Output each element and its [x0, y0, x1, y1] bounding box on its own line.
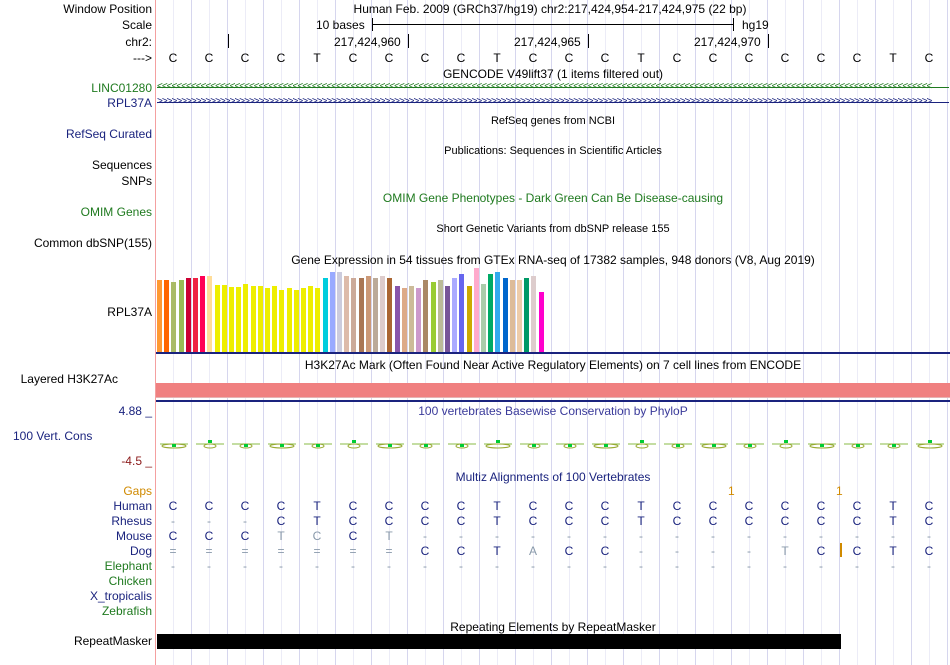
- aligned-base: -: [603, 559, 607, 573]
- gtex-tissue-bar[interactable]: [337, 272, 342, 352]
- phylop-score-bar: [604, 444, 608, 447]
- aligned-base: C: [672, 514, 682, 528]
- reference-base: C: [240, 51, 250, 65]
- gtex-tissue-bar[interactable]: [409, 286, 414, 352]
- aligned-base: C: [528, 499, 538, 513]
- gtex-tissue-bar[interactable]: [517, 280, 522, 352]
- gtex-tissue-bar[interactable]: [186, 278, 191, 352]
- conservation-plot[interactable]: [156, 430, 950, 460]
- publications-track-title: Publications: Sequences in Scientific Articles: [444, 145, 662, 157]
- gtex-tissue-bar[interactable]: [344, 276, 349, 352]
- phylop-score-mark: [348, 444, 360, 448]
- reference-base: C: [852, 51, 862, 65]
- aligned-base: T: [889, 544, 897, 558]
- gtex-gene-label[interactable]: RPL37A: [107, 305, 152, 319]
- aligned-base: C: [348, 514, 358, 528]
- aligned-base: -: [423, 529, 427, 543]
- conservation-y-max: 4.88 _: [118, 404, 152, 418]
- gtex-tissue-bar[interactable]: [380, 276, 385, 352]
- aligned-base: C: [276, 499, 286, 513]
- species-label[interactable]: Dog: [129, 544, 152, 558]
- phylop-score-bar: [244, 444, 248, 447]
- omim-track-title: OMIM Gene Phenotypes - Dark Green Can Be Disease-causing: [382, 191, 724, 205]
- aligned-base: =: [169, 544, 177, 558]
- aligned-base: -: [855, 559, 859, 573]
- reference-base: T: [637, 51, 645, 65]
- aligned-base: C: [384, 499, 394, 513]
- aligned-base: -: [243, 559, 247, 573]
- gtex-tissue-bar[interactable]: [287, 288, 292, 352]
- gap-mark-1: 1: [836, 484, 843, 498]
- position-tick-1: [408, 34, 409, 48]
- reference-base: C: [708, 51, 718, 65]
- gtex-tissue-bar[interactable]: [207, 276, 212, 352]
- gene-strand-arrows-minus: <<<<<<<<<<<<<<<<<<<<<<<<<<<<<<<<<<<<<<<<<<<<<<<<<<<<<<<<<<<<<<<<<<<<<<<<<<<<<<<<<<<<<<<<<<<<<<<<<<<<<<<<<<<<<<<<<<<<<<<<<<<<<<<<<<<<<<<<<<<<<<<<<<<<<<<<<<<<<<<<: [157, 81, 932, 92]
- aligned-base: -: [567, 529, 571, 543]
- phylop-score-bar: [352, 440, 356, 443]
- aligned-base: C: [456, 514, 466, 528]
- aligned-base: -: [711, 559, 715, 573]
- aligned-base: -: [927, 529, 931, 543]
- aligned-base: T: [313, 499, 321, 513]
- reference-base: C: [384, 51, 394, 65]
- aligned-base: -: [207, 514, 211, 528]
- gtex-tissue-bar[interactable]: [431, 282, 436, 352]
- aligned-base: C: [456, 544, 466, 558]
- gtex-tissue-bar[interactable]: [467, 286, 472, 352]
- gtex-tissue-bar[interactable]: [459, 274, 464, 352]
- phylop-score-bar: [892, 444, 896, 447]
- species-label[interactable]: Elephant: [104, 559, 152, 573]
- phylop-score-bar: [748, 444, 752, 447]
- aligned-base: -: [351, 559, 355, 573]
- aligned-base: -: [639, 529, 643, 543]
- scale-value: 10 bases: [316, 18, 365, 32]
- aligned-base: C: [456, 499, 466, 513]
- gtex-tissue-bar[interactable]: [294, 290, 299, 352]
- repeatmasker-track-label[interactable]: RepeatMasker: [73, 634, 152, 648]
- position-label-1: 217,424,965: [514, 35, 581, 49]
- aligned-base: -: [891, 529, 895, 543]
- aligned-base: C: [744, 514, 754, 528]
- aligned-base: -: [531, 529, 535, 543]
- aligned-base: C: [348, 529, 358, 543]
- aligned-base: -: [387, 559, 391, 573]
- reference-base: C: [672, 51, 682, 65]
- gtex-track-title: Gene Expression in 54 tissues from GTEx RNA-seq of 17382 samples, 948 donors (V8, Aug 2019): [291, 253, 815, 267]
- aligned-base: -: [747, 544, 751, 558]
- publications-track-label[interactable]: Sequences: [91, 158, 152, 172]
- reference-base: C: [564, 51, 574, 65]
- gtex-tissue-bar[interactable]: [323, 278, 328, 352]
- dbsnp-track-label[interactable]: Common dbSNP(155): [33, 236, 152, 250]
- omim-track-label[interactable]: OMIM Genes: [80, 205, 152, 219]
- scale-assembly: hg19: [742, 18, 769, 32]
- gtex-tissue-bar[interactable]: [495, 272, 500, 352]
- gtex-tissue-bar[interactable]: [351, 278, 356, 352]
- aligned-base: C: [564, 544, 574, 558]
- gtex-tissue-bar[interactable]: [373, 278, 378, 352]
- aligned-base: T: [493, 514, 501, 528]
- window-position-label: Window Position: [63, 2, 152, 16]
- aligned-base: C: [744, 499, 754, 513]
- gtex-tissue-bar[interactable]: [387, 278, 392, 352]
- reference-base: C: [744, 51, 754, 65]
- aligned-base: -: [783, 529, 787, 543]
- phylop-score-bar: [424, 444, 428, 447]
- phylop-score-mark: [918, 444, 942, 448]
- aligned-base: -: [495, 559, 499, 573]
- phylop-score-mark: [780, 444, 792, 448]
- aligned-base: C: [672, 499, 682, 513]
- reference-base: C: [168, 51, 178, 65]
- aligned-base: C: [924, 499, 934, 513]
- aligned-base: T: [493, 544, 501, 558]
- refseq-track-label[interactable]: RefSeq Curated: [65, 127, 152, 141]
- aligned-base: C: [816, 499, 826, 513]
- aligned-base: T: [493, 499, 501, 513]
- reference-base: C: [816, 51, 826, 65]
- multiz-track-title: Multiz Alignments of 100 Vertebrates: [455, 470, 651, 484]
- h3k27ac-signal-lower-band: [156, 397, 950, 398]
- gencode-track-title: GENCODE V49lift37 (1 items filtered out): [442, 67, 664, 81]
- species-label[interactable]: X_tropicalis: [89, 589, 152, 603]
- h3k27ac-baseline: [156, 400, 950, 402]
- aligned-base: -: [711, 529, 715, 543]
- phylop-score-bar: [172, 444, 176, 447]
- gtex-tissue-bar[interactable]: [359, 278, 364, 352]
- refseq-track-title: RefSeq genes from NCBI: [490, 115, 616, 127]
- aligned-base: C: [924, 514, 934, 528]
- aligned-base: -: [711, 544, 715, 558]
- gtex-tissue-bar[interactable]: [215, 285, 220, 352]
- gtex-tissue-bar[interactable]: [157, 280, 162, 352]
- aligned-base: -: [927, 559, 931, 573]
- aligned-base: -: [747, 559, 751, 573]
- aligned-base: C: [528, 514, 538, 528]
- position-tick-3: [768, 34, 769, 48]
- scale-bar-left-tick: [372, 18, 373, 31]
- aligned-base: C: [708, 514, 718, 528]
- gtex-tissue-bar[interactable]: [179, 280, 184, 352]
- aligned-base: =: [349, 544, 357, 558]
- aligned-base: C: [348, 499, 358, 513]
- gaps-label[interactable]: Gaps: [123, 484, 152, 498]
- phylop-score-bar: [640, 440, 644, 443]
- aligned-base: C: [240, 499, 250, 513]
- gtex-tissue-bar[interactable]: [445, 286, 450, 352]
- phylop-score-bar: [676, 444, 680, 447]
- window-position-value[interactable]: Human Feb. 2009 (GRCh37/hg19) chr2:217,424,954-217,424,975 (22 bp): [353, 2, 747, 16]
- gene-strand-arrows-plus: >>>>>>>>>>>>>>>>>>>>>>>>>>>>>>>>>>>>>>>>>>>>>>>>>>>>>>>>>>>>>>>>>>>>>>>>>>>>>>>>>>>>>>>>>>>>>>>>>>>>>>>>>>>>>>>>>>>>>>>>>>>>>>>>>>>>>>>>>>>>>>>>>>>>>>>>>>>>>>>>: [157, 96, 932, 107]
- species-label[interactable]: Mouse: [115, 529, 152, 543]
- aligned-base: T: [313, 514, 321, 528]
- track-left-border: [155, 0, 156, 665]
- reference-base: C: [420, 51, 430, 65]
- gtex-tissue-bar[interactable]: [193, 278, 198, 352]
- species-label[interactable]: Zebrafish: [101, 604, 152, 618]
- aligned-base: -: [459, 559, 463, 573]
- aligned-base: -: [531, 559, 535, 573]
- dog-insertion-mark: [840, 543, 842, 557]
- gap-mark-0: 1: [728, 484, 735, 498]
- phylop-score-bar: [316, 444, 320, 447]
- aligned-base: -: [459, 529, 463, 543]
- aligned-base: T: [889, 514, 897, 528]
- aligned-base: C: [708, 499, 718, 513]
- aligned-base: -: [639, 559, 643, 573]
- aligned-base: -: [675, 529, 679, 543]
- gtex-tissue-bar[interactable]: [402, 288, 407, 352]
- aligned-base: C: [168, 499, 178, 513]
- phylop-score-bar: [388, 444, 392, 447]
- position-label-0: 217,424,960: [334, 35, 401, 49]
- aligned-base: C: [240, 529, 250, 543]
- reference-base: C: [276, 51, 286, 65]
- aligned-base: C: [780, 514, 790, 528]
- aligned-base: -: [639, 544, 643, 558]
- position-tick-2: [588, 34, 589, 48]
- phylop-score-bar: [712, 444, 716, 447]
- aligned-base: T: [781, 544, 789, 558]
- aligned-base: C: [168, 529, 178, 543]
- aligned-base: T: [637, 514, 645, 528]
- species-label[interactable]: Rhesus: [111, 514, 152, 528]
- aligned-base: T: [277, 529, 285, 543]
- aligned-base: -: [891, 559, 895, 573]
- gtex-tissue-bar[interactable]: [395, 286, 400, 352]
- chrom-label: chr2:: [125, 35, 152, 49]
- reference-base: C: [348, 51, 358, 65]
- aligned-base: C: [420, 514, 430, 528]
- scale-bar: [372, 24, 733, 25]
- gtex-tissue-bar[interactable]: [481, 284, 486, 352]
- gene-label-linc01280[interactable]: LINC01280: [91, 81, 152, 95]
- gtex-tissue-bar[interactable]: [308, 286, 313, 352]
- phylop-score-mark: [486, 444, 510, 448]
- aligned-base: C: [420, 544, 430, 558]
- gtex-tissue-bar[interactable]: [524, 278, 529, 352]
- phylop-score-mark: [204, 444, 216, 448]
- aligned-base: A: [528, 544, 537, 558]
- phylop-score-bar: [856, 444, 860, 447]
- gtex-tissue-bar[interactable]: [279, 290, 284, 352]
- aligned-base: -: [567, 559, 571, 573]
- aligned-base: C: [816, 544, 826, 558]
- gtex-tissue-bar[interactable]: [200, 276, 205, 352]
- h3k27ac-track-title: H3K27Ac Mark (Often Found Near Active Regulatory Elements) on 7 cell lines from ENCODE: [304, 358, 802, 372]
- aligned-base: -: [675, 544, 679, 558]
- aligned-base: C: [780, 499, 790, 513]
- aligned-base: C: [924, 544, 934, 558]
- phylop-score-bar: [784, 440, 788, 443]
- conservation-y-min: -4.5 _: [121, 454, 152, 468]
- gtex-tissue-bar[interactable]: [366, 276, 371, 352]
- species-label[interactable]: Chicken: [108, 574, 152, 588]
- aligned-base: =: [385, 544, 393, 558]
- phylop-score-bar: [280, 444, 284, 447]
- aligned-base: -: [171, 514, 175, 528]
- h3k27ac-signal[interactable]: [156, 383, 950, 397]
- aligned-base: C: [276, 514, 286, 528]
- aligned-base: -: [495, 529, 499, 543]
- gene-label-rpl37a[interactable]: RPL37A: [107, 96, 152, 110]
- gtex-tissue-bar[interactable]: [301, 288, 306, 352]
- aligned-base: -: [315, 559, 319, 573]
- gtex-tissue-bar[interactable]: [171, 282, 176, 352]
- phylop-score-bar: [532, 444, 536, 447]
- reference-base: T: [493, 51, 501, 65]
- aligned-base: -: [423, 559, 427, 573]
- phylop-score-mark: [636, 444, 648, 448]
- reference-base: T: [313, 51, 321, 65]
- aligned-base: C: [600, 514, 610, 528]
- dbsnp-track-title: Short Genetic Variants from dbSNP release 155: [436, 223, 670, 235]
- conservation-track-label[interactable]: 100 Vert. Cons: [13, 429, 93, 443]
- aligned-base: C: [600, 499, 610, 513]
- gtex-tissue-bar[interactable]: [531, 276, 536, 352]
- gtex-tissue-bar[interactable]: [243, 284, 248, 352]
- aligned-base: T: [637, 499, 645, 513]
- reference-base: C: [456, 51, 466, 65]
- reference-base: C: [924, 51, 934, 65]
- aligned-base: -: [675, 559, 679, 573]
- gtex-tissue-bar[interactable]: [423, 280, 428, 352]
- aligned-base: -: [783, 559, 787, 573]
- phylop-score-bar: [568, 444, 572, 447]
- aligned-base: C: [204, 529, 214, 543]
- aligned-base: T: [385, 529, 393, 543]
- species-label[interactable]: Human: [113, 499, 152, 513]
- conservation-track-title: 100 vertebrates Basewise Conservation by PhyloP: [418, 404, 688, 418]
- h3k27ac-track-label[interactable]: Layered H3K27Ac: [20, 372, 118, 386]
- phylop-score-bar: [496, 440, 500, 443]
- snps-track-label[interactable]: SNPs: [121, 174, 152, 188]
- gtex-tissue-bar[interactable]: [438, 280, 443, 352]
- gtex-tissue-bar[interactable]: [330, 272, 335, 352]
- gtex-tissue-bar[interactable]: [503, 278, 508, 352]
- strand-label: --->: [133, 51, 152, 65]
- aligned-base: =: [313, 544, 321, 558]
- reference-base: T: [889, 51, 897, 65]
- gtex-tissue-bar[interactable]: [452, 278, 457, 352]
- phylop-score-bar: [928, 440, 932, 443]
- aligned-base: C: [564, 514, 574, 528]
- gtex-tissue-bar[interactable]: [258, 286, 263, 352]
- reference-base: C: [600, 51, 610, 65]
- gtex-tissue-bar[interactable]: [265, 288, 270, 352]
- aligned-base: C: [600, 544, 610, 558]
- reference-base: C: [780, 51, 790, 65]
- repeatmasker-track-title: Repeating Elements by RepeatMasker: [450, 620, 656, 634]
- aligned-base: T: [889, 499, 897, 513]
- gtex-tissue-bar[interactable]: [236, 287, 241, 352]
- phylop-score-bar: [820, 444, 824, 447]
- gtex-tissue-bar[interactable]: [164, 280, 169, 352]
- aligned-base: -: [171, 559, 175, 573]
- gtex-tissue-bar[interactable]: [251, 286, 256, 352]
- scale-bar-right-tick: [733, 18, 734, 31]
- aligned-base: C: [852, 514, 862, 528]
- aligned-base: =: [241, 544, 249, 558]
- aligned-base: -: [855, 529, 859, 543]
- aligned-base: -: [207, 559, 211, 573]
- aligned-base: -: [819, 559, 823, 573]
- aligned-base: C: [816, 514, 826, 528]
- gtex-baseline: [156, 352, 950, 354]
- gtex-tissue-bar[interactable]: [272, 286, 277, 352]
- gtex-tissue-bar[interactable]: [315, 288, 320, 352]
- aligned-base: -: [603, 529, 607, 543]
- aligned-base: -: [243, 514, 247, 528]
- gtex-tissue-bar[interactable]: [416, 288, 421, 352]
- phylop-score-bar: [460, 444, 464, 447]
- aligned-base: C: [204, 499, 214, 513]
- aligned-base: C: [384, 514, 394, 528]
- gtex-tissue-bar[interactable]: [510, 280, 515, 352]
- aligned-base: C: [312, 529, 322, 543]
- reference-base: C: [204, 51, 214, 65]
- position-label-2: 217,424,970: [694, 35, 761, 49]
- aligned-base: =: [277, 544, 285, 558]
- gtex-tissue-bar[interactable]: [222, 285, 227, 352]
- scale-label: Scale: [121, 18, 152, 32]
- aligned-base: C: [420, 499, 430, 513]
- aligned-base: C: [564, 499, 574, 513]
- gtex-tissue-bar[interactable]: [474, 268, 479, 352]
- reference-base: C: [528, 51, 538, 65]
- aligned-base: C: [852, 544, 862, 558]
- aligned-base: -: [747, 529, 751, 543]
- aligned-base: =: [205, 544, 213, 558]
- aligned-base: -: [819, 529, 823, 543]
- repeatmasker-element[interactable]: [157, 634, 841, 649]
- position-tick-0: [228, 34, 229, 48]
- gtex-tissue-bar[interactable]: [229, 287, 234, 352]
- gtex-tissue-bar[interactable]: [488, 274, 493, 352]
- gtex-tissue-bar[interactable]: [539, 292, 544, 352]
- aligned-base: C: [852, 499, 862, 513]
- phylop-score-bar: [208, 440, 212, 443]
- aligned-base: -: [279, 559, 283, 573]
